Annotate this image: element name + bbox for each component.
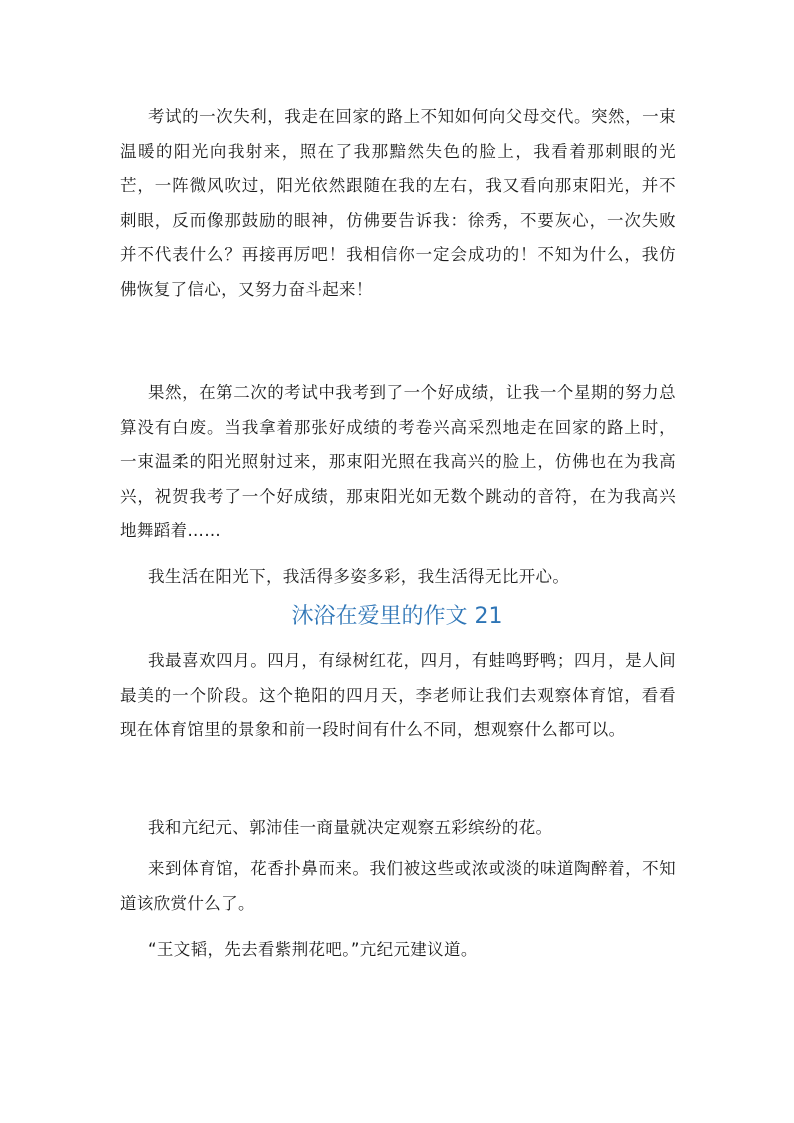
paragraph: 我最喜欢四月。四月，有绿树红花，四月，有蛙鸣野鸭；四月，是人间最美的一个阶段。这个艳阳的四月天，李老师让我们去观察体育馆，看看现在体育馆里的景象和前一段时间有什么不同，想观察什么都可以。 (120, 651, 676, 739)
paragraph: 果然，在第二次的考试中我考到了一个好成绩，让我一个星期的努力总算没有白废。当我拿着那张好成绩的考卷兴高采烈地走在回家的路上时，一束温柔的阳光照射过来，那束阳光照在我高兴的脸上，仿佛也在为我高兴，祝贺我考了一个好成绩，那束阳光如无数个跳动的音符，在为我高兴地舞蹈着…… (120, 383, 676, 540)
paragraph: 我生活在阳光下，我活得多姿多彩，我生活得无比开心。 (148, 567, 570, 586)
paragraph: 来到体育馆，花香扑鼻而来。我们被这些或浓或淡的味道陶醉着，不知道该欣赏什么了。 (120, 859, 676, 913)
paragraph: 我和亢纪元、郭沛佳一商量就决定观察五彩缤纷的花。 (148, 818, 553, 837)
paragraph: 考试的一次失利，我走在回家的路上不知如何向父母交代。突然，一束温暖的阳光向我射来，照在了我那黯然失色的脸上，我看着那刺眼的光芒，一阵微风吹过，阳光依然跟随在我的左右，我又看向那束阳光，并不刺眼，反而像那鼓励的眼神，仿佛要告诉我：徐秀，不要灰心，一次失败并不代表什么？再接再厉吧！我相信你一定会成功的！不知为什么，我仿佛恢复了信心，又努力奋斗起来！ (120, 107, 676, 299)
paragraph: “王文韬，先去看紫荆花吧。”亢纪元建议道。 (148, 940, 478, 959)
section-title: 沐浴在爱里的作文 21 (291, 604, 503, 629)
